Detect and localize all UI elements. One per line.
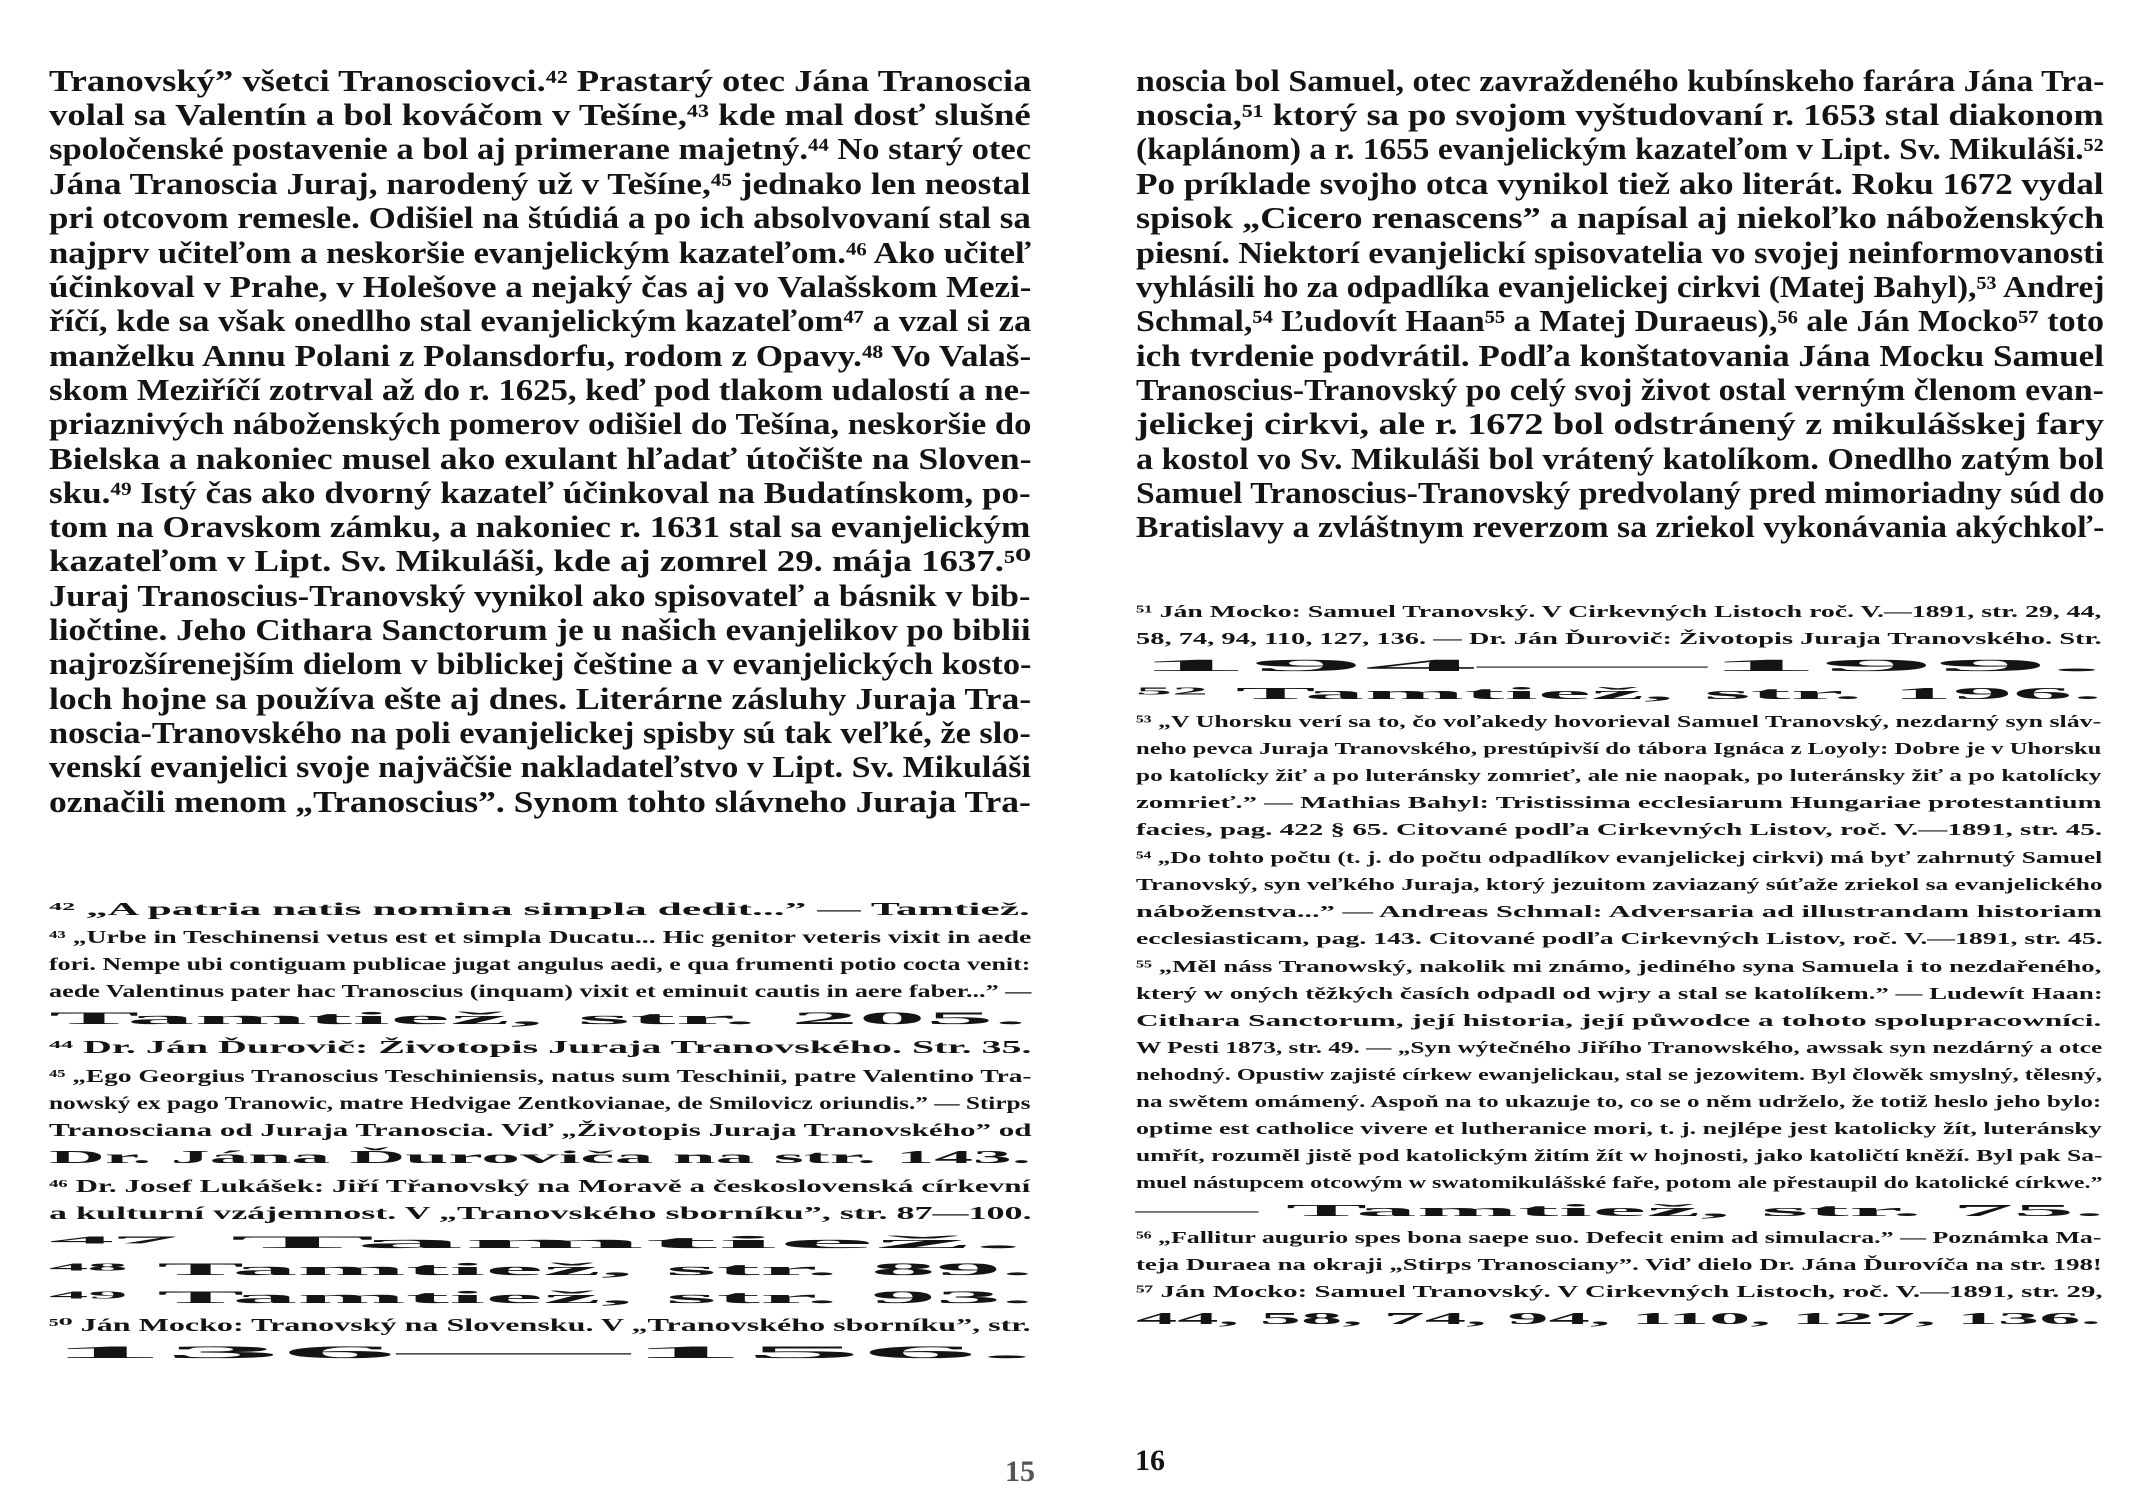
footnote-line: ⁴² „A patria natis nomina simpla dedit...” — Tamtiež.: [49, 899, 1030, 919]
text-line: Tranovský” všetci Tranosciovci.⁴² Prastarý otec Jána Tranoscia: [49, 64, 1032, 98]
text-line: liočtine. Jeho Cithara Sanctorum je u našich evanjelikov po biblii: [49, 613, 1031, 647]
text-line: najprv učiteľom a neskoršie evanjelickým kazateľom.⁴⁶ Ako učiteľ: [49, 236, 1032, 270]
footnote-line: 136—156.: [49, 1342, 1036, 1362]
text-line: priaznivých náboženských pomerov odišiel do Tešína, neskoršie do: [49, 407, 1032, 441]
footnote-line: náboženstva...” — Andreas Schmal: Adversaria ad illustrandam historiam: [1136, 902, 2103, 921]
text-line: kazateľom v Lipt. Sv. Mikuláši, kde aj zomrel 29. mája 1637.⁵⁰: [49, 544, 1032, 578]
footnote-line: ⁵⁶ „Fallitur augurio spes bona saepe suo. Defecit enim ad simulacra.” — Poznámka Ma-: [1136, 1228, 2102, 1247]
footnote-line: ⁴⁴ Dr. Ján Ďurovič: Životopis Juraja Tranovského. Str. 35.: [49, 1037, 1032, 1057]
footnote-line: ⁵¹ Ján Mocko: Samuel Tranovský. V Cirkevných Listoch roč. V.—1891, str. 29, 44,: [1136, 602, 2102, 621]
text-line: vyhlásili ho za odpadlíka evanjelickej cirkvi (Matej Bahyl),⁵³ Andrej: [1136, 270, 2105, 304]
footnote-line: fori. Nempe ubi contiguam publicae jugat angulus aedi, e qua frumenti potio cocta venit:: [49, 954, 1031, 974]
footnote-line: ⁴⁸ Tamtiež, str. 89.: [49, 1259, 1034, 1279]
footnote-line: 194—199.: [1136, 656, 2106, 675]
page-number: 15: [1005, 1455, 1035, 1488]
footnote-line: umřít, rozuměl jistě pod katolickým žitím žít w hojnosti, jako katoličtí kněží. Byl pak Sa-: [1136, 1146, 2103, 1165]
text-line: noscia-Tranovského na poli evanjelickej spisby sú tak veľké, že slo-: [49, 716, 1031, 750]
footnote-line: Tranosciana od Juraja Tranoscia. Viď „Životopis Juraja Tranovského” od: [49, 1120, 1032, 1140]
text-line: a kostol vo Sv. Mikuláši bol vrátený katolíkom. Onedlho zatým bol: [1136, 442, 2104, 476]
text-line: označili menom „Tranoscius”. Synom tohto slávneho Juraja Tra-: [49, 785, 1031, 819]
footnote-line: ⁴⁷ Tamtiež.: [49, 1232, 1026, 1252]
footnote-line: W Pesti 1873, str. 49. — „Syn wýtečného Jiřího Tranowského, awssak syn nezdárný a otce: [1136, 1038, 2103, 1057]
text-line: Bratislavy a zvláštnym reverzom sa zriekol vykonávania akýchkoľ-: [1136, 510, 2105, 544]
text-line: pri otcovom remesle. Odišiel na štúdiá a po ich absolvovaní stal sa: [49, 201, 1031, 235]
text-line: loch hojne sa používa ešte aj dnes. Literárne zásluhy Juraja Tra-: [49, 682, 1032, 716]
footnote-line: neho pevca Juraja Tranovského, prestúpivší do tábora Ignáca z Loyoly: Dobre je v Uhorsku: [1136, 739, 2102, 758]
footnote-line: 44, 58, 74, 94, 110, 127, 136.: [1136, 1309, 2102, 1328]
right-page: [1076, 0, 2152, 1500]
footnote-line: ecclesiasticam, pag. 143. Citované podľa Cirkevných Listov, roč. V.—1891, str. 45.: [1136, 929, 2103, 948]
text-line: ich tvrdenie podvrátil. Podľa konštatovania Jána Mocku Samuel: [1136, 339, 2104, 373]
footnote-line: Tamtiež, str. 205.: [49, 1008, 1028, 1028]
footnote-line: muel nástupcem otcowým w swatomikulášské faře, potom ale přestaupil do katolické církwe.”: [1136, 1173, 2103, 1192]
text-line: říčí, kde sa však onedlho stal evanjelickým kazateľom⁴⁷ a vzal si za: [49, 304, 1032, 338]
text-line: noscia,⁵¹ ktorý sa po svojom vyštudovaní r. 1653 stal diakonom: [1136, 98, 2104, 132]
footnote-line: zomrieť.” — Mathias Bahyl: Tristissima ecclesiarum Hungariae protestantium: [1136, 793, 2102, 812]
text-line: Po príklade svojho otca vynikol tiež ako literát. Roku 1672 vydal: [1136, 167, 2104, 201]
footnote-line: — Tamtiež, str. 75.: [1136, 1201, 2105, 1220]
footnote-line: ⁴⁶ Dr. Josef Lukášek: Jiří Třanovský na Moravě a československá církevní: [49, 1176, 1031, 1196]
footnote-line: optime est catholice vivere et lutheranice mori, t. j. nejlépe jest katolicky žít, luteránsky: [1136, 1119, 2102, 1138]
footnote-line: který w oných těžkých časích odpadl od wjry a stal se katolíkem.” — Ludewít Haan:: [1136, 984, 2103, 1003]
footnote-line: Cithara Sanctorum, její historia, její půwodce a tohoto spolupracowníci.: [1136, 1011, 2102, 1030]
text-line: jelickej cirkvi, ale r. 1672 bol odstránený z mikulášskej fary: [1136, 407, 2105, 441]
text-line: Bielska a nakoniec musel ako exulant hľadať útočište na Sloven-: [49, 442, 1032, 476]
footnote-line: nowský ex pago Tranowic, matre Hedvigae Zentkovianae, de Smilovicz oriundis.” — Stirps: [49, 1093, 1031, 1113]
text-line: spisok „Cicero renascens” a napísal aj niekoľko náboženských: [1136, 201, 2105, 235]
footnote-line: 58, 74, 94, 110, 127, 136. — Dr. Ján Ďurovič: Životopis Juraja Tranovského. Str.: [1136, 629, 2102, 648]
text-line: volal sa Valentín a bol kováčom v Tešíne,⁴³ kde mal dosť slušné: [49, 98, 1031, 132]
footnote-line: facies, pag. 422 § 65. Citované podľa Cirkevných Listov, roč. V.—1891, str. 45.: [1136, 820, 2103, 839]
footnote-line: a kulturní vzájemnost. V „Tranovského sborníku”, str. 87—100.: [49, 1203, 1032, 1223]
footnote-line: ⁵⁷ Ján Mocko: Samuel Tranovský. V Cirkevných Listoch, roč. V.—1891, str. 29,: [1136, 1282, 2103, 1301]
text-line: Juraj Tranoscius-Tranovský vynikol ako spisovateľ a básnik v bib-: [49, 579, 1031, 613]
footnote-line: Dr. Jána Ďuroviča na str. 143.: [49, 1147, 1032, 1167]
text-line: Samuel Tranoscius-Tranovský predvolaný pred mimoriadny súd do: [1136, 476, 2105, 510]
footnote-line: teja Duraea na okraji „Stirps Tranosciany”. Viď dielo Dr. Jána Ďurovíča na str. 198!: [1136, 1255, 2102, 1274]
text-line: Schmal,⁵⁴ Ľudovít Haan⁵⁵ a Matej Duraeus),⁵⁶ ale Ján Mocko⁵⁷ toto: [1136, 304, 2104, 338]
footnote-line: ⁵⁰ Ján Mocko: Tranovský na Slovensku. V „Tranovského sborníku”, str.: [49, 1315, 1031, 1335]
text-line: sku.⁴⁹ Istý čas ako dvorný kazateľ účinkoval na Budatínskom, po-: [49, 476, 1031, 510]
text-line: skom Meziříčí zotrval až do r. 1625, keď pod tlakom udalostí a ne-: [49, 373, 1031, 407]
footnote-line: nehodný. Opustiw zajisté církew ewanjelickau, stal se jezowitem. Byl člowěk smyslný, tělesný,: [1136, 1065, 2103, 1084]
text-line: venskí evanjelici svoje najväčšie nakladateľstvo v Lipt. Sv. Mikuláši: [49, 750, 1031, 784]
footnote-line: na swětem omámený. Aspoň na to ukazuje to, co se o něm udrželo, že totiž heslo jeho bylo:: [1136, 1092, 2102, 1111]
text-line: noscia bol Samuel, otec zavraždeného kubínskeho farára Jána Tra-: [1136, 64, 2105, 98]
text-line: manželku Annu Polani z Polansdorfu, rodom z Opavy.⁴⁸ Vo Valaš-: [49, 339, 1032, 373]
footnote-line: ⁵⁵ „Měl náss Tranowský, nakolik mi známo, jediného syna Samuela i to nezdařeného,: [1136, 957, 2102, 976]
page-number: 16: [1135, 1444, 1165, 1477]
text-line: Jána Tranoscia Juraj, narodený už v Tešíne,⁴⁵ jednako len neostal: [49, 167, 1031, 201]
text-line: Tranoscius-Tranovský po celý svoj život ostal verným členom evan-: [1136, 373, 2104, 407]
footnote-line: ⁵⁴ „Do tohto počtu (t. j. do počtu odpadlíkov evanjelickej cirkvi) má byť zahrnutý Samuel: [1136, 848, 2103, 867]
text-line: piesní. Niektorí evanjelickí spisovatelia vo svojej neinformovanosti: [1136, 236, 2104, 270]
text-line: spoločenské postavenie a bol aj primerane majetný.⁴⁴ No starý otec: [49, 132, 1032, 166]
text-line: (kaplánom) a r. 1655 evanjelickým kazateľom v Lipt. Sv. Mikuláši.⁵²: [1136, 132, 2104, 166]
footnote-line: aede Valentinus pater hac Tranoscius (inquam) vixit et eminuit cautis in aere faber...” —: [49, 981, 1032, 1001]
text-line: najrozšírenejším dielom v biblickej češtine a v evanjelických kosto-: [49, 647, 1032, 681]
text-line: účinkoval v Prahe, v Holešove a nejaký čas aj vo Valašskom Mezi-: [49, 270, 1032, 304]
text-line: tom na Oravskom zámku, a nakoniec r. 1631 stal sa evanjelickým: [49, 510, 1031, 544]
footnote-line: ⁴⁹ Tamtiež, str. 93.: [49, 1287, 1034, 1307]
footnote-line: po katolícky žiť a po luteránsky zomrieť, ale nie naopak, po luteránsky žiť a po katolícky: [1136, 766, 2102, 785]
footnote-line: ⁵² Tamtiež, str. 196.: [1136, 684, 2103, 703]
footnote-line: ⁴⁵ „Ego Georgius Tranoscius Teschiniensis, natus sum Teschinii, patre Valentino Tra-: [49, 1066, 1032, 1086]
footnote-line: Tranovský, syn veľkého Juraja, ktorý jezuitom zaviazaný súťaže zriekol sa evanjelického: [1136, 875, 2103, 894]
footnote-line: ⁵³ „V Uhorsku verí sa to, čo voľakedy hovorieval Samuel Tranovský, nezdarný syn sláv-: [1136, 712, 2102, 731]
footnote-line: ⁴³ „Urbe in Teschinensi vetus est et simpla Ducatu... Hic genitor veteris vixit in aede: [49, 927, 1032, 947]
